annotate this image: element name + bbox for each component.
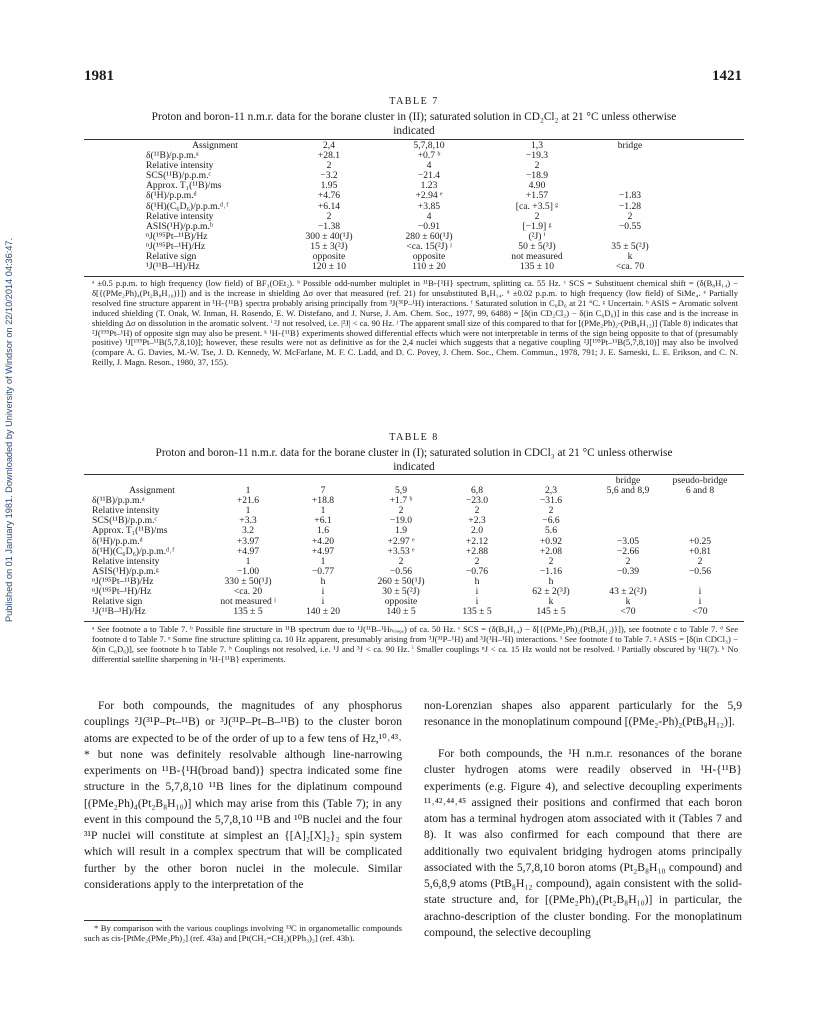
table8-cell: 5.6 [545, 525, 557, 537]
table8-cell: +2.12 [465, 535, 489, 547]
table7-cell: 50 ± 5(³J) [518, 240, 556, 252]
table7-cell: [−1.9] ᵍ [522, 220, 552, 232]
table8-row [92, 506, 732, 516]
footnote-rule [84, 920, 162, 921]
table7-row-label: δ(¹H)/p.p.m.ᵈ [146, 190, 197, 202]
table7-cell: [ca. +3.5] ᵍ [515, 200, 559, 212]
table7-row [146, 181, 670, 191]
table7-row-label: ASIS(¹H)/p.p.m.ʰ [146, 220, 213, 232]
table8-cell [668, 496, 732, 506]
table8-cell: +4.97 [236, 545, 260, 557]
table7-cell: not measured [511, 251, 563, 263]
table7-row-label: Approx. T₁(¹¹B)/ms [146, 180, 222, 192]
table8-cell: +2.97 ᵉ [387, 535, 415, 547]
table8-cell: −6.6 [542, 515, 560, 527]
table7-cell: +6.14 [317, 200, 341, 212]
table7-row [146, 161, 670, 171]
table8-cell: not measured ʲ [220, 596, 276, 608]
table8-cell: 62 ± 2(³J) [532, 586, 570, 598]
table8-col-header: 1 [245, 485, 251, 497]
table8-cell: 2 [697, 555, 703, 567]
body-left-paragraph: For both compounds, the magnitudes of any phosphorus couplings ²J(³¹P–Pt–¹¹B) or ³J(³¹P–Pt–B–¹¹B) to the cluster boron atoms are expected to be of the order of up to a few tens of Hz,¹⁰˒⁴³˒ * but none was definitely resolvable although line-narrowing experiments on ¹¹B-{¹H(broad band)} spectra indicated some fine structure in the 5,7,8,10 ¹¹B lines for the diplatinum compound [(PMe₂Ph)₄(Pt₂B₈H₁₀)] which may arise from this (Table 7); in any event in this compound the 5,7,8,10 ¹¹B and ¹⁰B nuclei and the four ³¹P nuclei will constitute at simplest an {[A]₂[X]₂}₂ spin system which will result in a complex spectrum that will be complicated further by the other boron nuclei in the molecule. Similar considerations apply to the interpretation of the [84, 699, 402, 891]
table8-top-header: pseudo-bridge [672, 475, 728, 486]
table8-cell: i [475, 586, 479, 598]
table7-cell: (²J) ⁱ [528, 230, 546, 242]
table8-cell: 43 ± 2(²J) [609, 586, 647, 598]
table8-row-label: ⁿJ(¹⁹⁵Pt–¹¹B)/Hz [92, 575, 154, 587]
table7-row-label: SCS(¹¹B)/p.p.m.ᶜ [146, 170, 211, 182]
table8-cell: 2 [474, 505, 480, 517]
table8-col-header: 2,3 [545, 485, 557, 497]
table8-cell: −0.77 [311, 565, 335, 577]
table8-cell: 2.0 [471, 525, 483, 537]
table8-cell: +2.3 [468, 515, 486, 527]
body-right-paragraph-1: non-Lorenzian shapes also apparent particularly for the 5,9 resonance in the monoplatinum compound [(PMe₂-Ph)₂(PtB₈H₁₂)]. [424, 699, 742, 729]
table7-row [146, 151, 670, 161]
table8-cell: i [321, 596, 325, 608]
table8-cell: 140 ± 5 [386, 606, 416, 618]
table8-row-label: ¹J(¹¹B–¹H)/Hz [92, 606, 146, 618]
table8-cell: −1.00 [236, 565, 260, 577]
table7-cell: opposite [412, 251, 446, 263]
table8-cell: 3.2 [242, 525, 254, 537]
table7-cell: 120 ± 10 [311, 261, 347, 273]
table8-cell: i [698, 586, 702, 598]
table7-col-header: Assignment [192, 140, 238, 151]
table8-cell: h [320, 575, 326, 587]
table7-cell: −19.3 [525, 150, 549, 162]
table7-cell: +2.94 ᵉ [415, 190, 443, 202]
table8-caption-line: indicated [393, 461, 435, 473]
table8-cell: +4.20 [311, 535, 335, 547]
header-page-number: 1421 [712, 68, 742, 84]
table8-cell: <ca. 20 [233, 586, 263, 598]
table8-cell: i [475, 596, 479, 608]
table8-cell: +18.8 [311, 495, 335, 507]
table7-cell: 2 [534, 160, 540, 172]
table8-cell: −1.16 [539, 565, 563, 577]
table7-title: TABLE 7 [389, 96, 439, 107]
table8-cell: −0.39 [616, 565, 640, 577]
table7-col-header: 1,3 [531, 140, 543, 151]
table7-cell: 15 ± 3(²J) [310, 240, 348, 252]
table8-cell: 140 ± 20 [305, 606, 341, 618]
table8-cell: 135 ± 5 [233, 606, 263, 618]
table8-row-label: ⁿJ(¹⁹⁵Pt–¹H)/Hz [92, 586, 152, 598]
table8-cell: 145 ± 5 [536, 606, 566, 618]
table8-cell: −2.66 [616, 545, 640, 557]
table8-cell: 1 [320, 555, 326, 567]
table8-cell: 30 ± 5(²J) [382, 586, 420, 598]
table7-cell: 300 ± 40(¹J) [305, 230, 353, 242]
table7-row [146, 212, 670, 222]
table7-row-label: δ(¹¹B)/p.p.m.ᵃ [146, 150, 199, 162]
table7-footnotes: ᵃ ±0.5 p.p.m. to high frequency (low field) of BF₃(OEt₂). ᵇ Possible odd-number multiplet in ¹¹B-{¹H} spectrum, splitting ca. 55 Hz. ᶜ SCS = Substituent chemical shift = (δ(B₈H₁₄) − δ[{(PMe₂Ph)₄(Pt₂B₈H₁₀)}]) and is the increase in shielding Δσ over that measured (ref. 21) for unsubstituted B₈H₁₄. ᵈ ±0.02 p.p.m. to high frequency (low field) of SiMe₄. ᵉ Partially resolved fine structure apparent in ¹H-{¹¹B} spectra probably arising principally from ³J(³¹P–¹H) interactions. ᶠ Saturated solution in C₆D₆ at 21 °C. ᵍ Uncertain. ʰ ASIS = Aromatic solvent induced shielding (T. Onak, W. Inman, H. Rosendo, E. W. Distefano, and J. Nurse, J. Am. Chem. Soc., 1977, 99, 6488) = [δ(in CD₂Cl₂) − δ(in C₆D₆)] in this case and is the increase in shielding Δσ on dissolution in the aromatic solvent. ⁱ ²J not resolved, i.e. |²J| < ca. 90 Hz. ʲ The apparent small size of this compared to that for [(PMe₂Ph)₂-(PtB₈H₁₂)] (Table 8) indicates that ²J(¹⁹⁵Pt–¹H) of opposite sign may also be present. ᵏ ¹H-{¹¹B} experiments showed differential effects which were not interpretable in terms of the sign being opposite to that of (presumably positive) ¹J[¹⁹⁵Pt–¹¹B(5,7,8,10)]; however, these results were not as definitive as for the 2,4 nuclei which suggests that a negative coupling ²J[¹⁹⁵Pt–¹¹B(5,7,8,10)] may also be involved (compare A. G. Davies, M.-W. Tse, J. D. Kennedy, W. McFarlane, M. F. C. Ladd, and D. C. Povey, J. Chem. Soc., Chem. Commun., 1978, 791; J. E. Sarneski, L. E. Erikson, and C. N. Reilly, J. Magn. Reson., 1980, 37, 155). [92, 278, 738, 368]
table7-row [146, 171, 670, 181]
table8-cell: 260 ± 50(¹J) [377, 575, 425, 587]
table8-cell: i [321, 586, 325, 598]
body-right-paragraph-2: For both compounds, the ¹H n.m.r. resonances of the borane cluster hydrogen atoms were readily observed in ¹H-{¹¹B} experiments (e.g. Figure 4), and selective decoupling experiments ¹¹˒⁴²˒⁴⁴˒⁴⁵ assigned their positions and confirmed that each boron atom has a terminal hydrogen atom associated with it (Tables 7 and 8). It was also confirmed for each compound that there are additionally two equivalent bridging hydrogen atoms principally associated with the 5,7,8,10 boron atoms (Pt₂B₈H₁₀ compound) and 5,6,8,9 atoms (PtB₈H₁₂ compound), again consistent with the solid-state structure and, for [(PMe₂Ph)₄(Pt₂B₈H₁₀)] in particular, the arachno-description of the cluster bonding. For the monoplatinum compound, the selective decoupling [424, 747, 742, 939]
table7-cell: 4.90 [528, 180, 546, 192]
table8-title: TABLE 8 [389, 432, 439, 443]
table8-cell: +2.88 [465, 545, 489, 557]
table8-cell: 1.9 [395, 525, 407, 537]
table8-cell [588, 496, 668, 506]
table8-cell: 1 [245, 505, 251, 517]
table8-cell: −31.6 [539, 495, 563, 507]
table8-cell [588, 506, 668, 516]
table8-col-header: 6,8 [471, 485, 483, 497]
table8-row-label: Approx. T₁(¹¹B)/ms [92, 525, 168, 537]
table8-cell: 2 [548, 555, 554, 567]
table8-cell: −0.56 [389, 565, 413, 577]
table8-row [92, 516, 732, 526]
table7-cell: 4 [426, 160, 432, 172]
table8-cell: +6.1 [314, 515, 332, 527]
table7-cell: 4 [426, 210, 432, 222]
table8-row [92, 547, 732, 557]
table7-cell: −1.38 [317, 220, 341, 232]
table8-cell: 135 ± 5 [462, 606, 492, 618]
table8-cell: 1 [245, 555, 251, 567]
table8-cell: +0.92 [539, 535, 563, 547]
table8-top-rule [84, 474, 744, 475]
table8-col-header: 6 and 8 [685, 485, 715, 497]
table8-header-row [92, 486, 732, 496]
table8-row-label: Relative intensity [92, 555, 160, 567]
table8-cell: k [625, 596, 631, 608]
table8-cell: <70 [620, 606, 636, 618]
table8-bottom-rule [84, 621, 744, 622]
table8-row [92, 496, 732, 506]
table7-cell [590, 161, 670, 171]
table8-cell: k [548, 596, 554, 608]
table7-cell: 1.95 [320, 180, 338, 192]
table7-caption [84, 110, 744, 138]
table7-cell: 110 ± 20 [412, 261, 446, 273]
table7-caption-line: indicated [393, 125, 435, 137]
table7-cell: −1.83 [618, 190, 642, 202]
table7-cell: k [627, 251, 633, 263]
table8-caption [84, 446, 744, 474]
table8-cell: 330 ± 50(¹J) [224, 575, 272, 587]
table7-cell: +28.1 [317, 150, 341, 162]
table8-cell: +0.81 [688, 545, 712, 557]
table8-cell: <70 [692, 606, 708, 618]
download-watermark: Published on 01 January 1981. Downloaded by University of Windsor on 22/10/2014 04:36:47. [4, 237, 14, 623]
table8-row-label: ASIS(¹H)/p.p.m.ᵍ [92, 565, 159, 577]
table8-row-label: Relative intensity [92, 505, 160, 517]
table8-cell: 2 [548, 505, 554, 517]
table8-cell [588, 516, 668, 526]
table8-cell: −0.76 [465, 565, 489, 577]
table8-top-header: bridge [615, 475, 641, 486]
table7-row [146, 252, 670, 262]
table8-row-label: δ(¹¹B)/p.p.m.ᵃ [92, 495, 145, 507]
table7-row [146, 262, 670, 272]
table7-caption-line: Proton and boron-11 n.m.r. data for the borane cluster in (II); saturated solution in CD₂Cl₂ at 21 °C unless otherwise [151, 111, 677, 123]
table8-col-header: 7 [320, 485, 326, 497]
table8-cell [668, 516, 732, 526]
table7-cell [590, 171, 670, 181]
table7-cell: 35 ± 5(²J) [611, 240, 649, 252]
table7-cell: −18.9 [525, 170, 549, 182]
table7-cell: +3.85 [417, 200, 441, 212]
table8-col-header: 5,6 and 8,9 [606, 485, 650, 497]
table7-cell: <ca. 15(²J) ʲ [406, 240, 452, 252]
table8-row-label: SCS(¹¹B)/p.p.m.ᶜ [92, 515, 157, 527]
table8-cell: +4.97 [311, 545, 335, 557]
table8-col-header: 5,9 [395, 485, 407, 497]
table7-col-header: bridge [617, 140, 643, 151]
table7-cell: −0.91 [417, 220, 441, 232]
table8-cell: −19.0 [389, 515, 413, 527]
table8 [92, 476, 732, 617]
table8-caption-line: Proton and boron-11 n.m.r. data for the borane cluster in (I); saturated solution in CDCl₃ at 21 °C unless otherwise [155, 447, 673, 459]
table8-cell: 2 [474, 555, 480, 567]
table8-cell: −3.05 [616, 535, 640, 547]
table8-cell: +2.08 [539, 545, 563, 557]
table7-cell: 280 ± 60(¹J) [405, 230, 453, 242]
table8-cell: −0.56 [688, 565, 712, 577]
table7-col-header: 5,7,8,10 [413, 140, 445, 151]
table8-cell: +3.53 ᵉ [387, 545, 415, 557]
table7 [146, 141, 670, 272]
table7-cell: −3.2 [320, 170, 338, 182]
table7-cell: −0.55 [618, 220, 642, 232]
table7-row-label: δ(¹H)(C₆D₆)/p.p.m.ᵈ˒ᶠ [146, 200, 229, 212]
table7-cell: 135 ± 10 [519, 261, 555, 273]
table8-row-label: δ(¹H)(C₆D₆)/p.p.m.ᵈ˒ᶠ [92, 545, 175, 557]
table8-row [92, 607, 732, 617]
table7-cell: +1.57 [525, 190, 549, 202]
header-year: 1981 [84, 68, 114, 84]
table8-cell: 1.6 [317, 525, 329, 537]
table8-cell: 2 [398, 505, 404, 517]
table8-cell: 2 [398, 555, 404, 567]
table8-cell: +0.25 [688, 535, 712, 547]
table7-cell: −1.28 [618, 200, 642, 212]
table7-row-label: ⁿJ(¹⁹⁵Pt–¹H)/Hz [146, 240, 206, 252]
column-footnote: * By comparison with the various couplings involving ¹³C in organometallic compounds such as cis-[PtMe₂(PMe₂Ph)₂] (ref. 43a) and [Pt(CH₂=CH₂)(PPh₃)₂] (ref. 43b). [84, 923, 402, 944]
table7-row-label: ¹J(¹¹B–¹H)/Hz [146, 261, 200, 273]
table7-header-row [146, 141, 670, 151]
table8-cell: +3.3 [239, 515, 257, 527]
table8-cell: +21.6 [236, 495, 260, 507]
table8-cell: opposite [384, 596, 418, 608]
table7-row [146, 202, 670, 212]
table7-cell: <ca. 70 [615, 261, 645, 273]
table7-col-header: 2,4 [323, 140, 335, 151]
table8-cell: +1.7 ᵇ [389, 495, 413, 507]
table8-cell: 1 [320, 505, 326, 517]
table8-cell: h [474, 575, 480, 587]
table7-cell: 2 [627, 210, 633, 222]
table7-cell: −21.4 [417, 170, 441, 182]
table8-row-label: Relative sign [92, 596, 143, 608]
table7-cell: 1.23 [420, 180, 438, 192]
table8-cell: −23.0 [465, 495, 489, 507]
table7-row-label: Relative sign [146, 251, 197, 263]
table7-bottom-rule [84, 276, 744, 277]
table8-cell: 2 [625, 555, 631, 567]
table8-cell: +3.97 [236, 535, 260, 547]
table7-cell: 2 [534, 210, 540, 222]
table7-cell: opposite [312, 251, 346, 263]
table8-cell: h [548, 575, 554, 587]
table8-col-header: Assignment [129, 485, 175, 497]
table7-row-label: ⁿJ(¹⁹⁵Pt–¹¹B)/Hz [146, 230, 208, 242]
table7-cell [590, 151, 670, 161]
table7-cell: 2 [326, 210, 332, 222]
table8-cell [668, 506, 732, 516]
table7-cell: +4.76 [317, 190, 341, 202]
table7-cell: 2 [326, 160, 332, 172]
table8-cell: i [698, 596, 702, 608]
table7-cell: +0.7 ᵇ [417, 150, 441, 162]
table7-row-label: Relative intensity [146, 160, 214, 172]
table7-row [146, 242, 670, 252]
table8-footnotes: ᵃ See footnote a to Table 7. ᵇ Possible fine structure in ¹¹B spectrum due to ¹J(¹¹B–¹Hₕᵣᵢₔ₉ₑ) of ca. 50 Hz. ᶜ SCS = (δ(B₉H₁₄) − δ[{(PMe₂Ph)₂(PtB₈H₁₂)}]), see footnote c to Table 7. ᵈ See footnote d to Table 7. ᵉ Some fine structure splitting ca. 10 Hz apparent, presumably arising from ³J(³¹P–¹H) and ³J(¹H–¹H) interactions. ᶠ See footnote f to Table 7. ᵍ ASIS = [δ(in CDCl₃) − δ(in C₆D₆)], see footnote h to Table 7. ʰ Couplings not resolved, i.e. ¹J and ³J < ca. 90 Hz. ⁱ Smaller couplings ⁿJ < ca. 15 Hz would not be resolved. ʲ Partially obscured by ¹H(7). ᵏ No differential satellite sharpening in ¹H-{¹¹B} experiments. [92, 624, 738, 664]
table7-row-label: Relative intensity [146, 210, 214, 222]
table8-row-label: δ(¹H)/p.p.m.ᵈ [92, 535, 143, 547]
